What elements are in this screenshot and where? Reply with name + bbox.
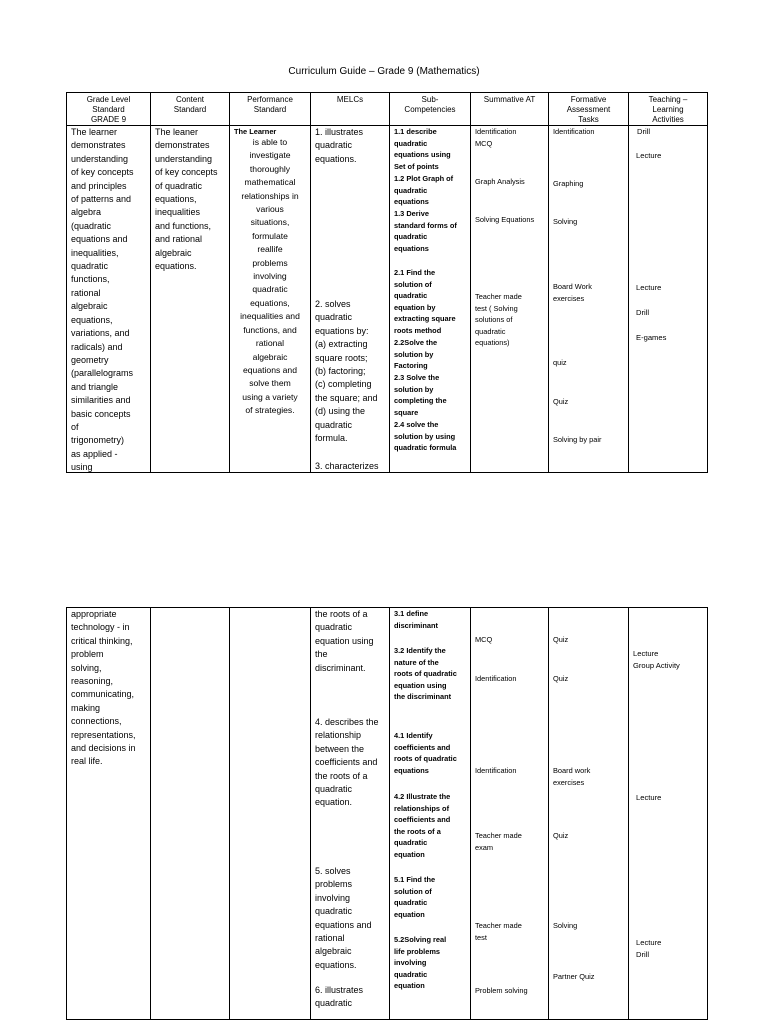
formative-item: Solving by pair <box>553 435 602 444</box>
formative-item: Quiz <box>553 831 569 840</box>
header-summative-at: Summative AT <box>471 93 549 126</box>
table-header-row <box>67 93 708 126</box>
melc-item: 5. solves problems involving quadratic equations and rational algebraic equations. <box>315 866 372 970</box>
formative-item: Partner Quiz <box>553 972 595 981</box>
cell-formative-assessment <box>549 608 629 1020</box>
cell-sub-competencies <box>390 126 471 473</box>
teaching-item: Lecture Group Activity <box>633 649 680 670</box>
sub-competency-item: 1.3 Derive standard forms of quadratic equations <box>394 209 457 253</box>
summative-item: Problem solving <box>475 986 528 995</box>
summative-item: MCQ <box>475 635 493 644</box>
header-formative-assessment: Formative Assessment Tasks <box>549 93 629 126</box>
summative-item: Identification <box>475 674 517 683</box>
grade-level-text: appropriate technology - in critical thinking, problem solving, reasoning, communicating, making connections, representations, and decisions in real life. <box>71 609 136 767</box>
melc-item: 6. illustrates quadratic <box>315 985 364 1009</box>
header-melcs: MELCs <box>311 93 390 126</box>
melc-item: 3. characterizes <box>315 461 379 471</box>
cell-melcs <box>311 608 390 1020</box>
cell-summative-at <box>471 608 549 1020</box>
cell-performance-standard <box>230 126 311 473</box>
melc-item: 4. describes the relationship between the coefficients and the roots of a quadratic equation. <box>315 717 379 808</box>
content-standard-text: The leaner demonstrates understanding of key concepts of quadratic equations, inequalities and functions, and rational algebraic equations. <box>155 127 218 272</box>
sub-competency-item: 4.1 Identify coefficients and roots of quadratic equations <box>394 731 457 775</box>
cell-content-standard <box>151 126 230 473</box>
sub-competency-item: 3.2 Identify the nature of the roots of quadratic equation using the discriminant <box>394 646 457 702</box>
summative-item: Identification <box>475 766 517 775</box>
sub-competency-item: 1.1 describe quadratic equations using Set of points <box>394 127 451 171</box>
melc-item: 1. illustrates quadratic equations. <box>315 127 364 164</box>
teaching-item: Drill <box>636 308 650 317</box>
teaching-item: E-games <box>636 333 667 342</box>
cell-sub-competencies <box>390 608 471 1020</box>
summative-item: Solving Equations <box>475 215 535 224</box>
formative-item: Quiz <box>553 674 569 683</box>
sub-competency-item: 3.1 define discriminant <box>394 609 438 630</box>
summative-item: Teacher made test <box>475 921 522 942</box>
sub-competency-item: 4.2 Illustrate the relationships of coefficients and the roots of a quadratic equation <box>394 792 451 859</box>
grade-level-text: The learner demonstrates understanding of key concepts and principles of patterns and algebra (quadratic equations and inequalities, quadratic functions, rational algebraic equations, variations, and radicals) and geometry (parallelograms and triangle similarities and basic concepts of trigonometry) as applied - using <box>71 127 134 473</box>
performance-lead-text: The Learner <box>234 127 277 136</box>
summative-item: Teacher made test ( Solving solutions of quadratic equations) <box>475 292 522 348</box>
formative-item: quiz <box>553 358 567 367</box>
document-title: Curriculum Guide – Grade 9 (Mathematics) <box>288 66 480 77</box>
header-content-standard: Content Standard <box>151 93 230 126</box>
cell-performance-standard <box>230 608 311 1020</box>
table-row <box>67 126 708 473</box>
cell-melcs <box>311 126 390 473</box>
summative-item: Identification MCQ <box>475 127 517 148</box>
sub-competency-item: 2.3 Solve the solution by completing the square <box>394 373 447 417</box>
formative-item: Quiz <box>553 397 569 406</box>
header-teaching-learning: Teaching – Learning Activities <box>629 93 708 126</box>
formative-item: Board Work exercises <box>553 282 592 303</box>
cell-content-standard <box>151 608 230 1020</box>
cell-grade-level-standard <box>67 608 151 1020</box>
sub-competency-item: 5.2Solving real life problems involving quadratic equation <box>394 935 447 991</box>
performance-standard-text: is able to investigate thoroughly mathematical relationships in various situations, formulate reallife problems involving quadratic equations, inequalities and functions, and rational algebraic equations and solve them using a variety of strategies. <box>240 137 300 416</box>
melc-item: the roots of a quadratic equation using the discriminant. <box>315 609 374 673</box>
table-row <box>67 608 708 1020</box>
summative-item: Teacher made exam <box>475 831 522 852</box>
cell-teaching-learning <box>629 608 708 1020</box>
sub-competency-item: 2.1 Find the solution of quadratic equation by extracting square roots method <box>394 268 456 335</box>
curriculum-table-part-2 <box>66 607 708 1020</box>
formative-item: Graphing <box>553 179 584 188</box>
teaching-item: Drill <box>637 127 651 136</box>
cell-formative-assessment <box>549 126 629 473</box>
cell-summative-at <box>471 126 549 473</box>
cell-grade-level-standard <box>67 126 151 473</box>
melc-item: 2. solves quadratic equations by: (a) extracting square roots; (b) factoring; (c) completing the square; and (d) using the quadratic formula. <box>315 299 378 444</box>
formative-item: Board work exercises <box>553 766 591 787</box>
teaching-item: Lecture <box>636 283 662 292</box>
teaching-item: Lecture <box>636 793 662 802</box>
teaching-item: Lecture <box>636 151 662 160</box>
formative-item: Solving <box>553 217 578 226</box>
header-grade-level-standard: Grade Level Standard GRADE 9 <box>67 93 151 126</box>
teaching-item: Lecture Drill <box>636 938 662 959</box>
sub-competency-item: 1.2 Plot Graph of quadratic equations <box>394 174 454 207</box>
formative-item: Identification <box>553 127 595 136</box>
formative-item: Solving <box>553 921 578 930</box>
cell-teaching-learning <box>629 126 708 473</box>
sub-competency-item: 5.1 Find the solution of quadratic equation <box>394 875 436 919</box>
formative-item: Quiz <box>553 635 569 644</box>
header-sub-competencies: Sub- Competencies <box>390 93 471 126</box>
sub-competency-item: 2.4 solve the solution by using quadratic formula <box>394 420 457 453</box>
header-performance-standard: Performance Standard <box>230 93 311 126</box>
curriculum-table-part-1 <box>66 92 708 473</box>
sub-competency-item: 2.2Solve the solution by Factoring <box>394 338 438 371</box>
summative-item: Graph Analysis <box>475 177 525 186</box>
